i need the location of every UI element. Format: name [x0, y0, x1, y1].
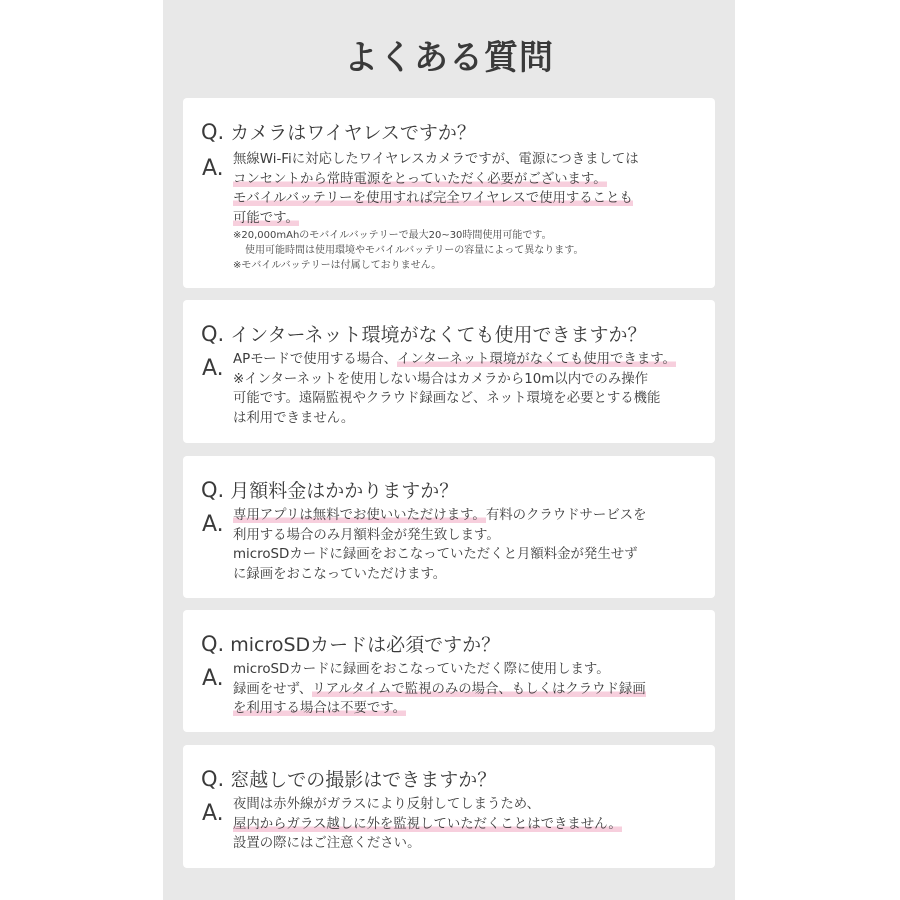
- q-mark: Q.: [201, 632, 225, 656]
- a-mark: A.: [202, 666, 224, 691]
- answer-line: に録画をおこなっていただけます。: [233, 566, 447, 582]
- question-text: 月額料金はかかりますか？: [230, 480, 459, 502]
- answer-3: [233, 506, 703, 584]
- question-4: [201, 630, 500, 657]
- q-mark: Q.: [201, 120, 225, 144]
- q-mark: Q.: [201, 322, 225, 346]
- answer-4: [233, 660, 703, 719]
- note-line: ※モバイルバッテリーは付属しておりません。: [233, 260, 442, 271]
- faq-card-3: [183, 456, 715, 598]
- answer-line: 夜間は赤外線がガラスにより反射してしまうため、: [233, 797, 541, 812]
- a-mark: A.: [202, 356, 224, 381]
- note-line: 使用可能時間は使用環境やモバイルバッテリーの容量によって異なります。: [245, 245, 584, 256]
- answer-1: [233, 150, 703, 228]
- question-text: 窓越しでの撮影はできますか？: [230, 769, 497, 791]
- answer-line: microSDカードに録画をおこなっていただく際に使用します。: [233, 662, 610, 677]
- answer-line: を利用する場合は不要です。: [233, 701, 407, 716]
- page-title: よくある質問: [344, 38, 554, 78]
- question-1: [201, 118, 476, 145]
- answer-line: 録画をせず、リアルタイムで監視のみの場合、もしくはクラウド録画: [233, 681, 646, 697]
- a-mark: A.: [202, 801, 224, 826]
- q-mark: Q.: [201, 767, 225, 791]
- faq-card-2: [183, 300, 715, 443]
- answer-5: [233, 795, 703, 854]
- answer-notes: [233, 228, 703, 273]
- answer-line: 屋内からガラス越しに外を監視していただくことはできません。: [233, 816, 622, 832]
- q-mark: Q.: [201, 478, 225, 502]
- answer-line: 無線Wi-Fiに対応したワイヤレスカメラですが、電源につきましては: [233, 152, 639, 167]
- answer-line: ※インターネットを使用しない場合はカメラから10m以内でのみ操作: [233, 371, 649, 387]
- a-mark: A.: [202, 512, 224, 537]
- question-text: カメラはワイヤレスですか？: [230, 122, 476, 144]
- faq-card-4: [183, 610, 715, 732]
- answer-line: APモードで使用する場合、インターネット環境がなくても使用できます。: [233, 352, 676, 367]
- note-line: ※20,000mAhのモバイルバッテリーで最大20~30時間使用可能です。: [233, 230, 552, 241]
- answer-line: コンセントから常時電源をとっていただく必要がございます。: [233, 171, 607, 187]
- question-5: [201, 765, 496, 792]
- answer-line: 利用する場合のみ月額料金が発生致します。: [233, 527, 500, 543]
- question-text: インターネット環境がなくても使用できますか？: [230, 324, 647, 346]
- a-mark: A.: [202, 156, 224, 181]
- question-2: [201, 320, 647, 347]
- answer-line: 可能です。遠隔監視やクラウド録画など、ネット環境を必要とする機能: [233, 391, 661, 406]
- answer-line: は利用できません。: [233, 410, 355, 426]
- faq-card-5: [183, 745, 715, 868]
- faq-card-1: [183, 98, 715, 288]
- answer-line: microSDカードに録画をおこなっていただくと月額料金が発生せず: [233, 547, 638, 562]
- answer-2: [233, 350, 703, 428]
- answer-line: 設置の際にはご注意ください。: [233, 836, 421, 851]
- question-3: [201, 476, 458, 503]
- answer-line: モバイルバッテリーを使用すれば完全ワイヤレスで使用することも: [233, 191, 633, 206]
- faq-panel: [163, 0, 735, 900]
- answer-line: 可能です。: [233, 210, 299, 226]
- answer-line: 専用アプリは無料でお使いいただけます。有料のクラウドサービスを: [233, 508, 647, 523]
- question-text: microSDカードは必須ですか？: [230, 634, 501, 656]
